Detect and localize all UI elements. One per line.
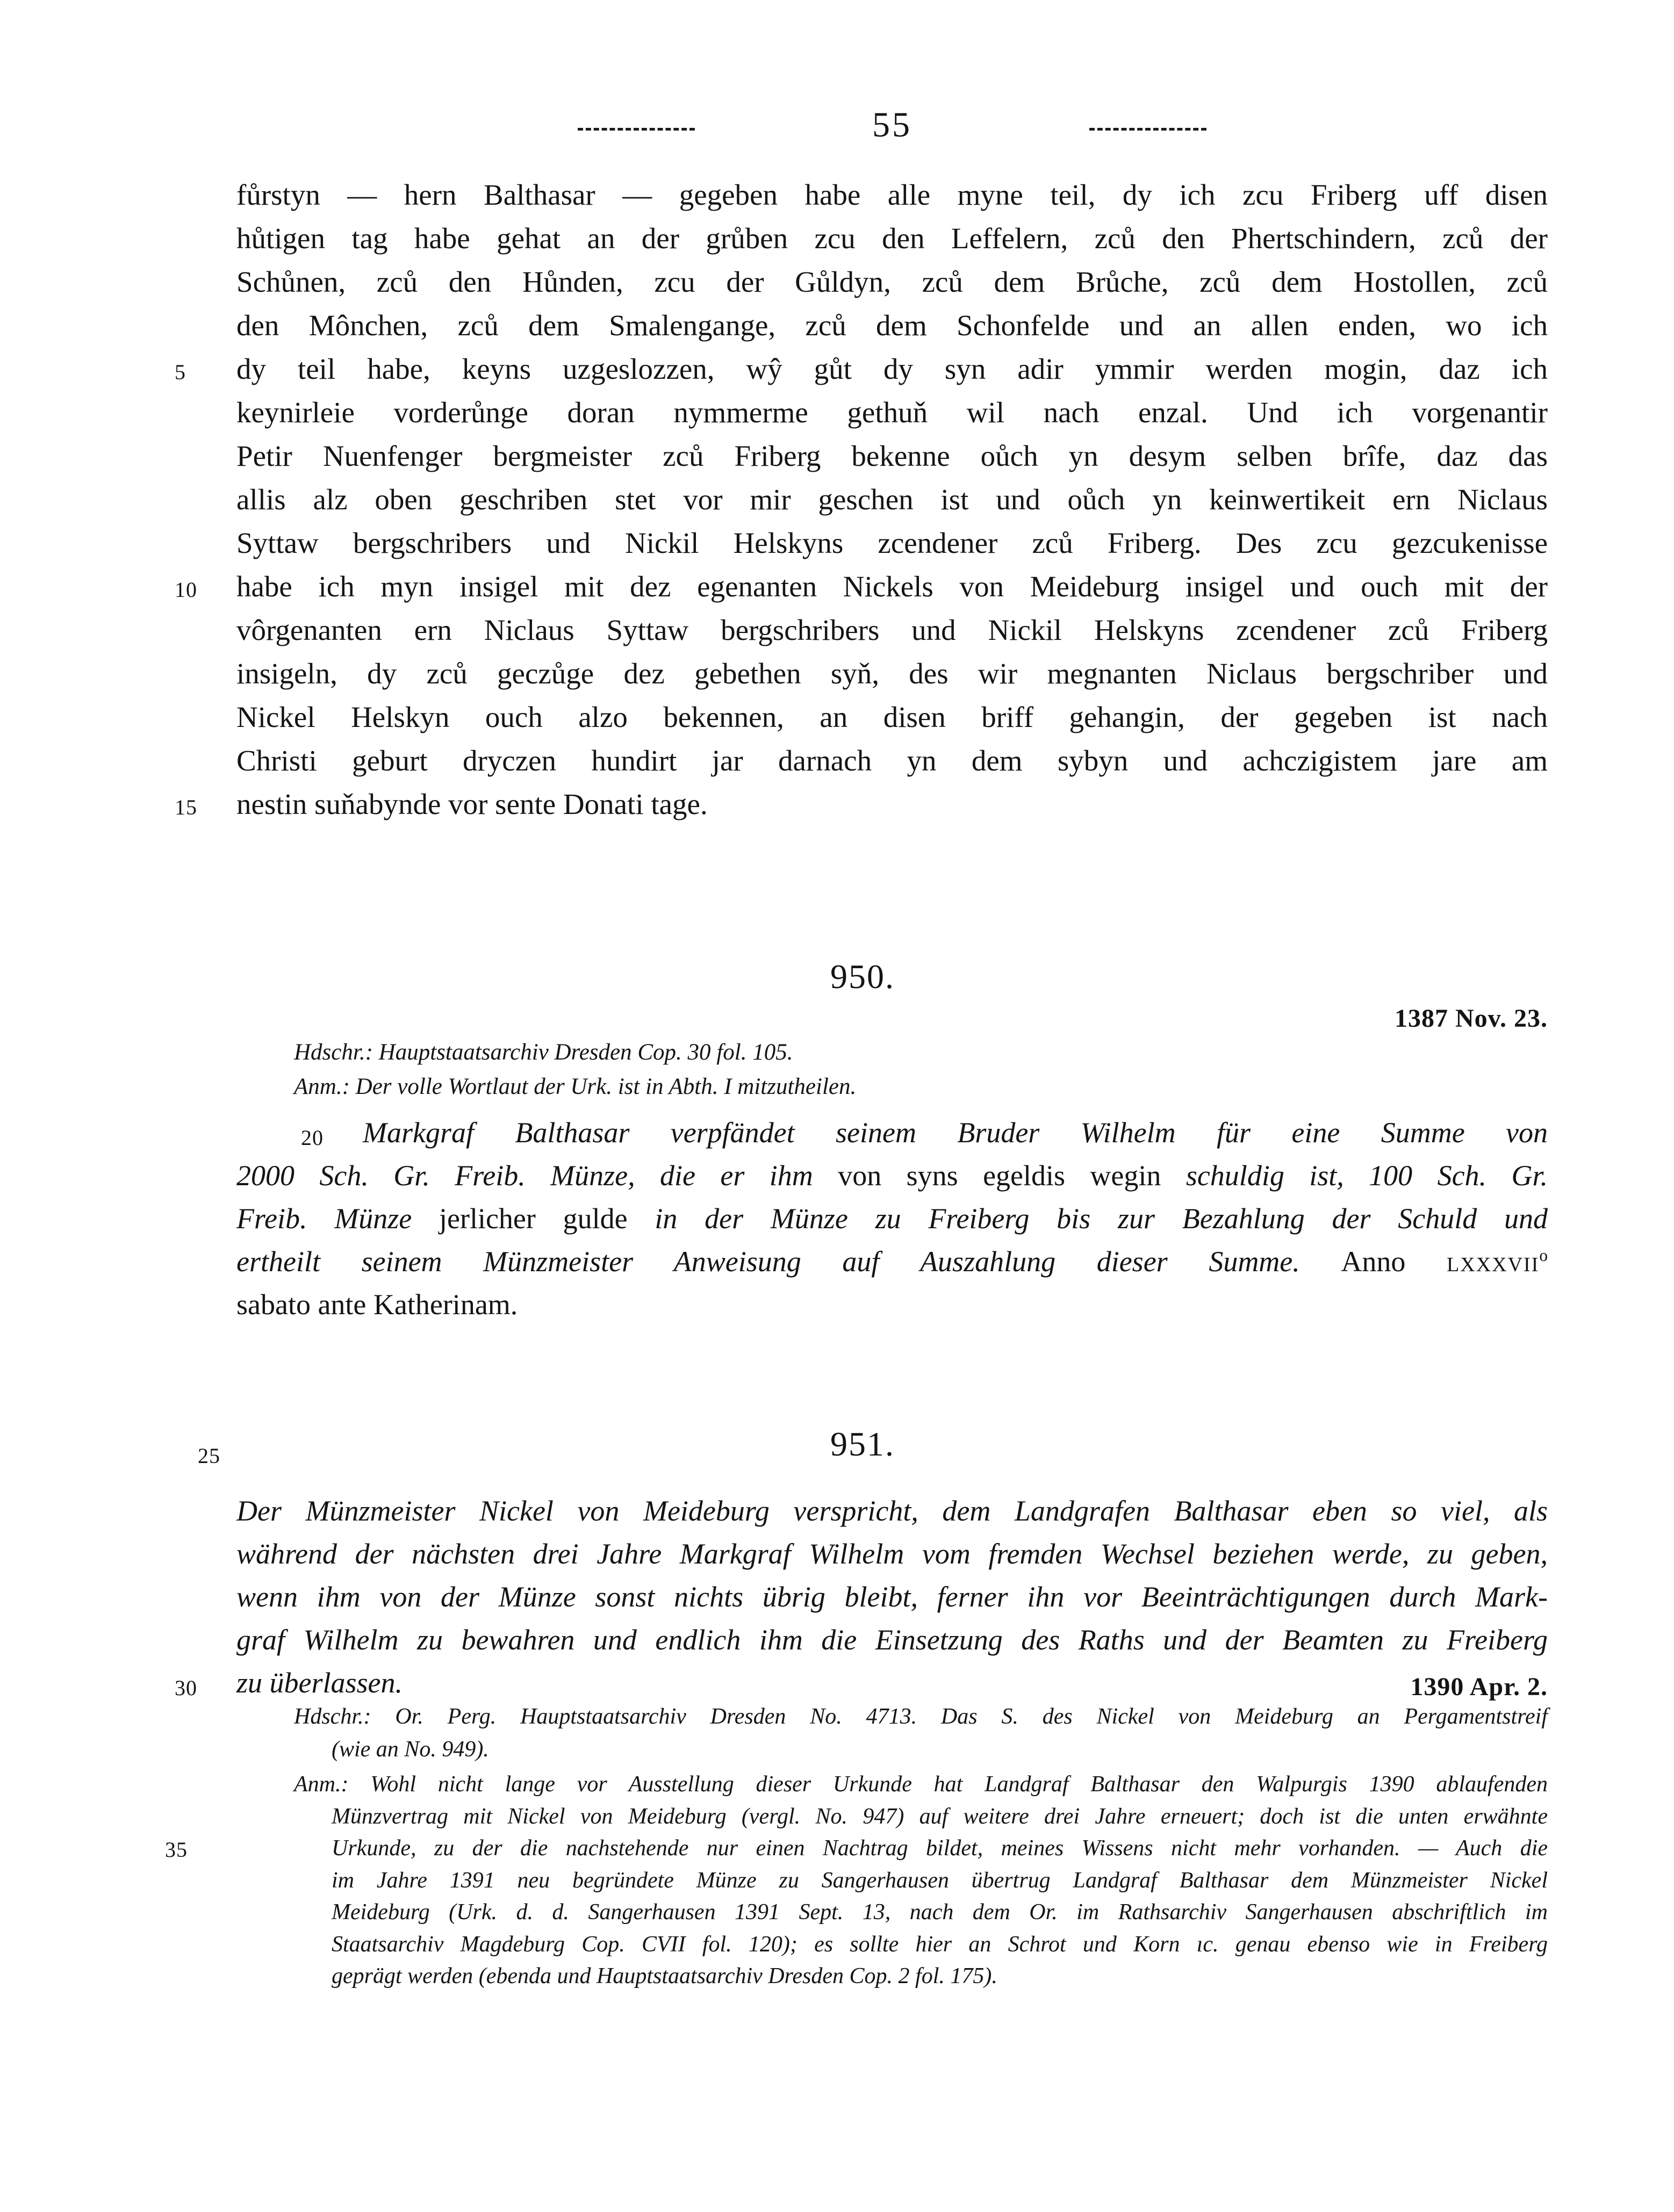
body-line: Schůnen, zců den Hůnden, zcu der Gůldyn, zců dem Brůche, zců dem Hostollen, zců [236,265,1548,298]
header-rule-left [578,128,695,131]
body-line-text: habe ich myn insigel mit dez egenanten Nickels von Meideburg insigel und ouch mit der [236,570,1548,603]
entry-950-summary [236,1111,1548,1326]
entry-951-hdschr [294,1701,1548,1766]
anm-line [165,1833,1548,1865]
summary-line: ertheilt seinem Münzmeister Anweisung auf Auszahlung dieser Summe. Anno lxxxvii$^o$ [236,1245,1548,1278]
body-line: Nickel Helskyn ouch alzo bekennen, an disen briff gehangin, der gegeben ist nach [236,701,1548,733]
summary-line: graf Wilhelm zu bewahren und endlich ihm die Einsetzung des Raths und der Beamten zu Freiberg [236,1624,1548,1656]
margin-line-number-15: 15 [175,795,197,819]
prev-entry-paragraph [175,173,1548,826]
anm-line: geprägt werden (ebenda und Hauptstaatsarchiv Dresden Cop. 2 fol. 175). [332,1964,997,1988]
anm-line: Münzvertrag mit Nickel von Meideburg (vergl. No. 947) auf weitere drei Jahre erneuert; doch ist die unten erwähnte [332,1804,1548,1829]
header-rule-right [1089,128,1206,131]
body-line [175,782,1548,826]
entry-950-heading: 950. [830,957,895,996]
entry-951-heading-text: 951. [830,1425,895,1463]
anm-line-text: Urkunde, zu der die nachstehende nur einen Nachtrag bildet, meines Wissens nicht mehr vorhanden. — Auch die [332,1836,1548,1861]
summary-line: wenn ihm von der Münze sonst nichts übrig bleibt, ferner ihn vor Beeinträchtigungen durch Mark- [236,1581,1548,1613]
entry-950-anm: Anm.: Der volle Wortlaut der Urk. ist in Abth. I mitzutheilen. [294,1074,857,1099]
body-line: fůrstyn — hern Balthasar — gegeben habe alle myne teil, dy ich zcu Friberg uff disen [236,178,1548,211]
body-line-text: dy teil habe, keyns uzgeslozzen, wŷ gůt dy syn adir ymmir werden mogin, daz ich [236,352,1548,385]
margin-line-number-10: 10 [175,578,197,602]
entry-951-anm [165,1769,1548,1993]
body-line: Christi geburt dryczen hundirt jar darnach yn dem sybyn und achczigistem jare am [236,744,1548,777]
summary-line: sabato ante Katherinam. [236,1288,518,1321]
anm-line: Staatsarchiv Magdeburg Cop. CVII fol. 120); es sollte hier an Schrot und Korn ıc. genau ebenso wie in Freiberg [332,1932,1548,1957]
hdschr-line: Hdschr.: Or. Perg. Hauptstaatsarchiv Dresden No. 4713. Das S. des Nickel von Meideburg an Pergamentstreif [294,1704,1548,1729]
summary-line-text: zu überlassen. [236,1667,403,1699]
anm-line: Anm.: Wohl nicht lange vor Ausstellung dieser Urkunde hat Landgraf Balthasar den Walpurgis 1390 ablaufenden [294,1772,1548,1797]
entry-950-date: 1387 Nov. 23. [1394,1004,1548,1033]
page-number: 55 [872,105,912,145]
page-header [236,96,1548,155]
body-line-text: nestin suňabynde vor sente Donati tage. [236,788,708,820]
entry-951-summary [175,1489,1548,1704]
body-line: hůtigen tag habe gehat an der grůben zcu den Leffelern, zců den Phertschindern, zců der [236,222,1548,255]
summary-line: während der nächsten drei Jahre Markgraf Wilhelm vom fremden Wechsel beziehen werde, zu geben, [236,1538,1548,1570]
summary-line-text: Markgraf Balthasar verpfändet seinem Bruder Wilhelm für eine Summe von [363,1116,1548,1149]
body-line: Syttaw bergschribers und Nickil Helskyns zcendener zců Friberg. Des zcu gezcukenisse [236,527,1548,559]
margin-line-number-25: 25 [198,1444,220,1468]
entry-951-heading [198,1423,1489,1468]
entry-950-hdschr: Hdschr.: Hauptstaatsarchiv Dresden Cop. 30 fol. 105. [294,1040,793,1065]
body-line: allis alz oben geschriben stet vor mir geschen ist und oůch yn keinwertikeit ern Niclaus [236,483,1548,516]
entry-951-date: 1390 Apr. 2. [1410,1673,1548,1701]
summary-line [236,1111,1548,1154]
margin-line-number-30: 30 [175,1676,197,1700]
summary-line: 2000 Sch. Gr. Freib. Münze, die er ihm von syns egeldis wegin schuldig ist, 100 Sch. Gr. [236,1159,1548,1192]
body-line [175,565,1548,608]
summary-last-line [175,1661,1548,1704]
anm-line: im Jahre 1391 neu begründete Münze zu Sangerhausen übertrug Landgraf Balthasar dem Münzmeister Nickel [332,1868,1548,1893]
hdschr-line: (wie an No. 949). [332,1737,489,1762]
margin-line-number-20: 20 [301,1126,324,1150]
body-line: insigeln, dy zců geczůge dez gebethen syň, des wir megnanten Niclaus bergschriber und [236,657,1548,690]
body-line: keynirleie vorderůnge doran nymmerme gethuň wil nach enzal. Und ich vorgenantir [236,396,1548,429]
summary-line: Freib. Münze jerlicher gulde in der Münze zu Freiberg bis zur Bezahlung der Schuld und [236,1202,1548,1235]
anm-line: Meideburg (Urk. d. d. Sangerhausen 1391 Sept. 13, nach dem Or. im Rathsarchiv Sangerhausen abschriftlich im [332,1900,1548,1925]
body-line: Petir Nuenfenger bergmeister zců Friberg bekenne oůch yn desym selben brîfe, daz das [236,439,1548,472]
margin-line-number-5: 5 [175,360,186,384]
summary-line: Der Münzmeister Nickel von Meideburg verspricht, dem Landgrafen Balthasar eben so viel, als [236,1495,1548,1527]
body-line: den Mônchen, zců dem Smalengange, zců dem Schonfelde und an allen enden, wo ich [236,309,1548,342]
body-line [175,347,1548,391]
body-line: vôrgenanten ern Niclaus Syttaw bergschribers und Nickil Helskyns zcendener zců Friberg [236,614,1548,646]
margin-line-number-35: 35 [165,1838,188,1862]
